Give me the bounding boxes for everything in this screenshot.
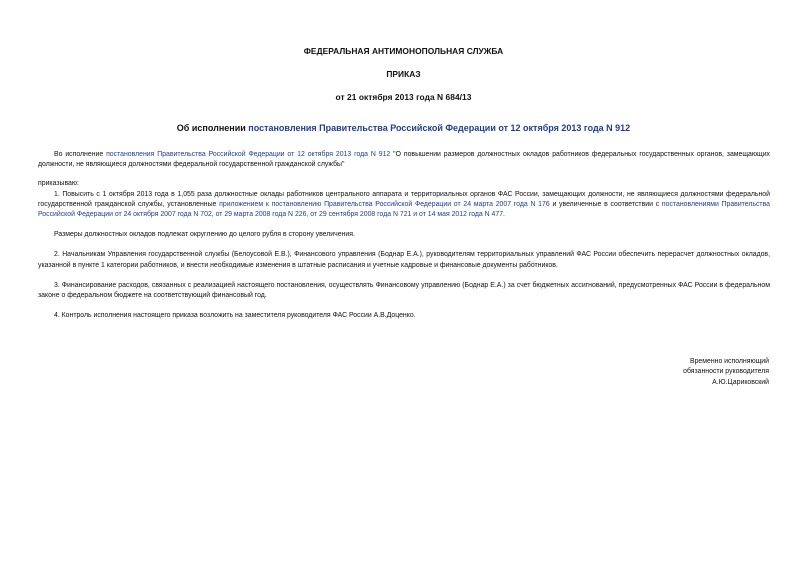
paragraph-1-text-c: .	[503, 211, 505, 219]
rounding-paragraph: Размеры должностных окладов подлежат округлению до целого рубля в сторону увеличения.	[54, 231, 355, 239]
signature-name: А.Ю.Цариковский	[712, 378, 769, 386]
document-date-number: от 21 октября 2013 года N 684/13	[335, 92, 472, 102]
orders-word: приказываю:	[38, 180, 79, 188]
agency-name: ФЕДЕРАЛЬНАЯ АНТИМОНОПОЛЬНАЯ СЛУЖБА	[303, 46, 504, 56]
document-type: ПРИКАЗ	[386, 69, 421, 79]
paragraph-3: 3. Финансирование расходов, связанных с реализацией настоящего постановления, осуществлять Финансовому управлению (Боднар Е.А.) за счет бюджетных ассигнований, предусмотренных ФАС России в федеральном законе о федеральном бюджете на соответствующий финансовый год.	[38, 281, 770, 300]
signature-block	[683, 357, 769, 388]
paragraph-1-text-b: и увеличенные в соответствии с	[549, 200, 662, 208]
document-body	[38, 150, 770, 321]
document-title	[0, 123, 807, 133]
title-prefix: Об исполнении	[176, 123, 249, 133]
signature-line-2: обязанности руководителя	[683, 368, 769, 376]
paragraph-1-link-resolutions[interactable]: постановлениями Правительства Российской Федерации от 24 октября 2007 года N 702, от 29 марта 2008 года N 226, от 29 сентября 2008 года N 721 и от 14 мая 2012 года N 477	[38, 200, 770, 219]
paragraph-1-link-appendix[interactable]: приложением к постановлению Правительства Российской Федерации от 24 марта 2007 года N 176	[219, 200, 550, 208]
preamble-prefix: Во исполнение	[54, 151, 107, 158]
signature-line-1: Временно исполняющий	[690, 358, 769, 365]
preamble-link[interactable]: постановления Правительства Российской Федерации от 12 октября 2013 года N 912	[106, 151, 391, 158]
title-link[interactable]: постановления Правительства Российской Федерации от 12 октября 2013 года N 912	[248, 123, 631, 133]
preamble-suffix: "О повышении размеров должностных окладов работников федеральных государственных органов, замещающих должности, не являющиеся должностями федеральной государственной гражданской службы"	[38, 151, 770, 169]
paragraph-2: 2. Начальникам Управления государственной службы (Белоусовой Е.В.), Финансового управления (Боднар Е.А.), руководителям территориальных управлений ФАС России обеспечить перерасчет должностных окладов, указанной в пункте 1 категории работников, и внести необходимые изменения в штатные расписания и учетные кадровые и финансовые документы работников.	[38, 251, 770, 269]
paragraph-1-text-a: 1. Повысить с 1 октября 2013 года в 1,055 раза должностные оклады работников центрального аппарата и территориальных органов ФАС России, замещающих должности, не являющиеся должностями федеральной государственной гражданской службы, установленные	[38, 190, 770, 208]
paragraph-1	[38, 190, 770, 221]
preamble-paragraph	[38, 150, 770, 170]
paragraph-4: 4. Контроль исполнения настоящего приказа возложить на заместителя руководителя ФАС России А.В.Доценко.	[54, 312, 416, 320]
